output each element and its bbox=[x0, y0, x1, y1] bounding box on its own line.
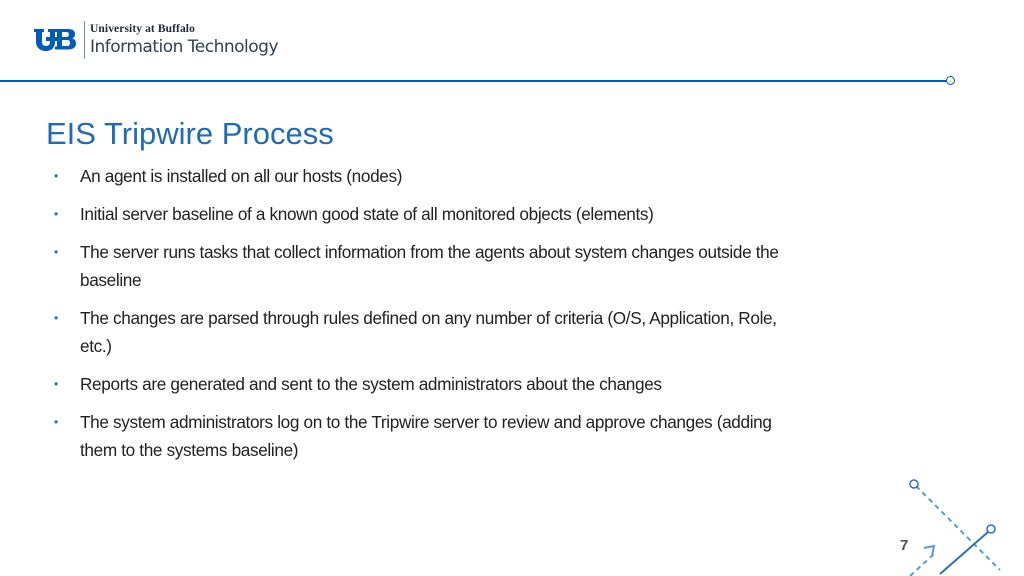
bullet-text: The server runs tasks that collect information from the agents about system changes outside the baseline bbox=[80, 242, 779, 290]
bullet-item bbox=[54, 304, 794, 360]
bullet-text: The system administrators log on to the Tripwire server to review and approve changes (adding them to the systems baseline) bbox=[80, 412, 772, 460]
bullet-marker: • bbox=[54, 207, 58, 221]
decorative-lines-graphic bbox=[880, 470, 1024, 576]
header-rule bbox=[0, 80, 948, 82]
bullet-text: Initial server baseline of a known good state of all monitored objects (elements) bbox=[80, 204, 654, 224]
ub-it-logo bbox=[33, 18, 278, 62]
logo-university-name: University at Buffalo bbox=[90, 23, 195, 35]
bullet-marker: • bbox=[54, 311, 58, 325]
bullet-marker: • bbox=[54, 415, 58, 429]
bullet-marker: • bbox=[54, 377, 58, 391]
logo-divider bbox=[84, 21, 85, 59]
bullet-marker: • bbox=[54, 169, 58, 183]
bullet-text: An agent is installed on all our hosts (nodes) bbox=[80, 166, 403, 186]
bullet-item bbox=[54, 238, 794, 294]
bullet-list bbox=[54, 162, 794, 474]
bullet-text: Reports are generated and sent to the system administrators about the changes bbox=[80, 374, 662, 394]
logo-department-name: Information Technology bbox=[90, 37, 279, 57]
slide-title: EIS Tripwire Process bbox=[46, 116, 334, 151]
bullet-item bbox=[54, 162, 794, 190]
bullet-item bbox=[54, 370, 794, 398]
bullet-text: The changes are parsed through rules defined on any number of criteria (O/S, Application, Role, etc.) bbox=[80, 308, 777, 356]
bullet-marker: • bbox=[54, 245, 58, 259]
logo-text bbox=[90, 22, 278, 58]
header-rule-end-circle bbox=[946, 76, 955, 85]
page-number: 7 bbox=[900, 537, 909, 554]
ub-logo-icon bbox=[33, 25, 77, 55]
bullet-item bbox=[54, 408, 794, 464]
bullet-item bbox=[54, 200, 794, 228]
